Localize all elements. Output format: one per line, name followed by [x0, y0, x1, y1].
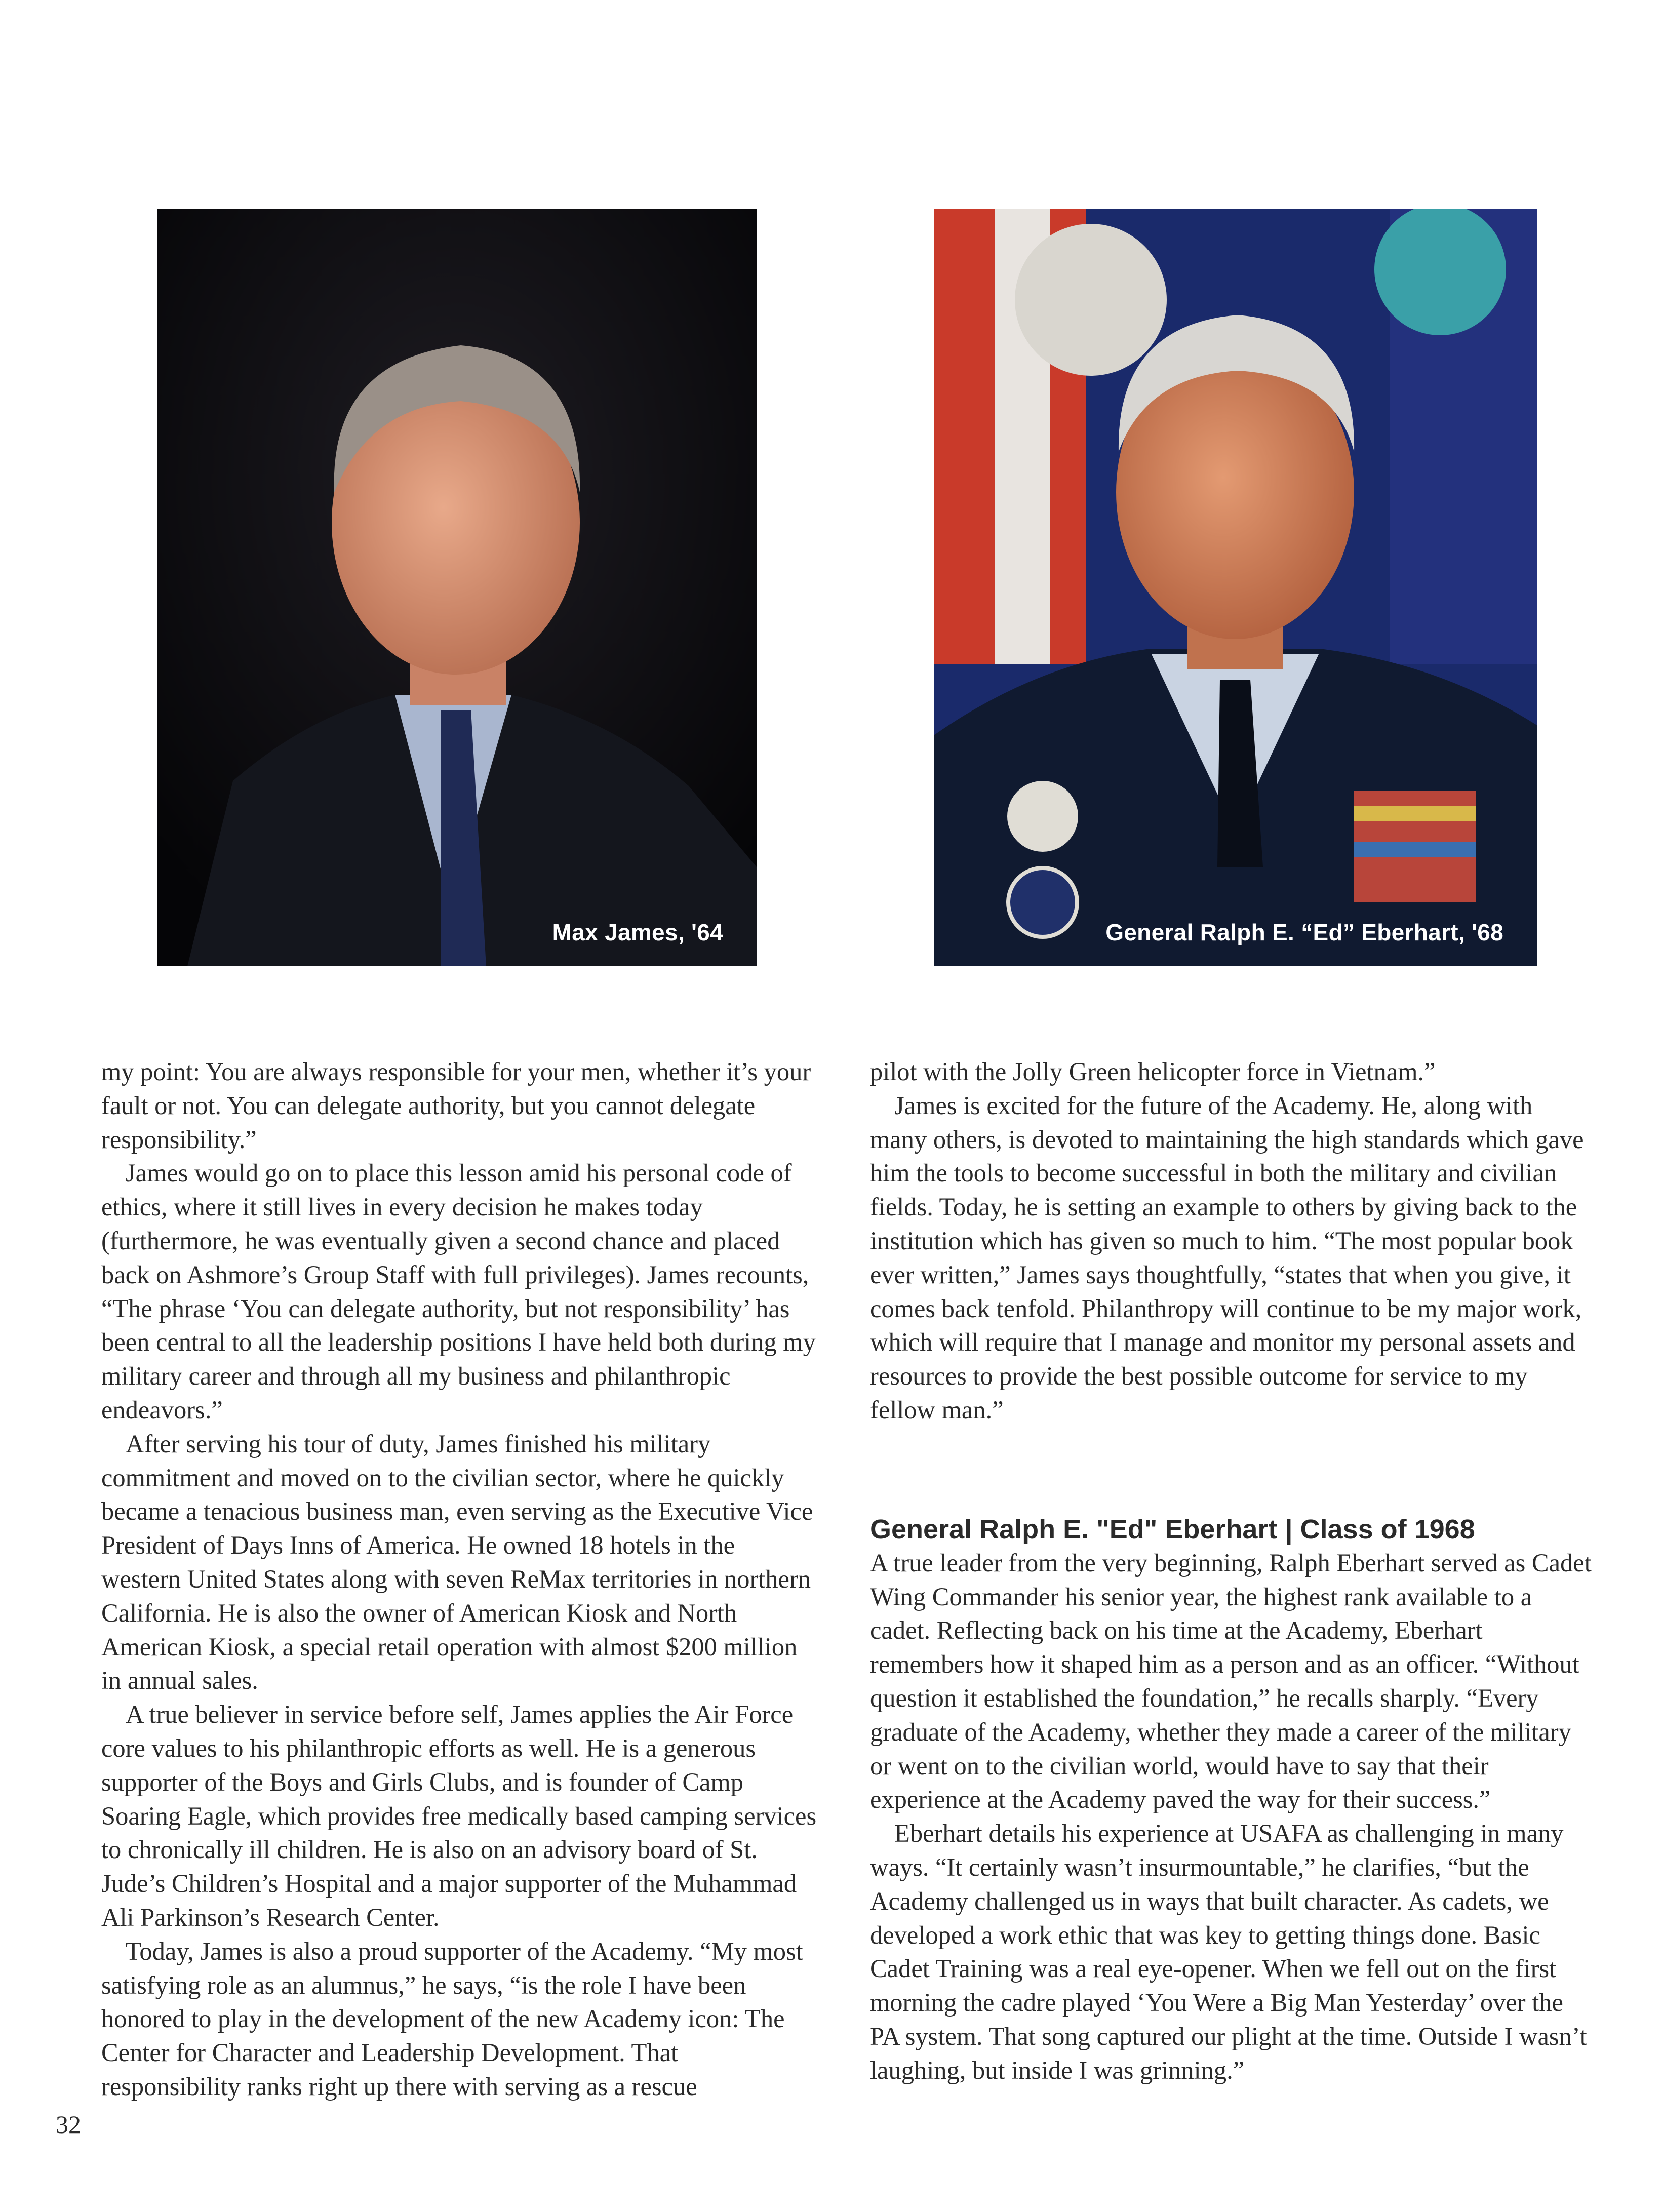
paragraph: my point: You are always responsible for your men, whether it’s your fault or not. You can delegate authority, but you cannot delegate responsibility.”: [101, 1057, 811, 1154]
portrait-photo-ralph-eberhart: [934, 209, 1537, 966]
paragraph: Eberhart details his experience at USAFA as challenging in many ways. “It certainly wasn’t insurmountable,” he clarifies, “but the Academy challenged us in ways that built character. As cadets, we developed a work ethic that was key to getting things done. Basic Cadet Training was a real eye-opener. When we fell out on the first morning the cadre played ‘You Were a Big Man Yesterday’ over the PA system. That song captured our plight at the time. Outside I wasn’t laughing, but inside I was grinning.”: [870, 1819, 1587, 2084]
paragraph: Today, James is also a proud supporter of the Academy. “My most satisfying role as an alumnus,” he says, “is the role I have been honored to play in the development of the new Academy icon: The Center for Character and Leadership Development. That responsibility ranks right up there with serving as a rescue: [101, 1937, 803, 2101]
paragraph: A true leader from the very beginning, Ralph Eberhart served as Cadet Wing Commander his senior year, the highest rank available to a cadet. Reflecting back on his time at the Academy, Eberhart remembers how it shaped him as a person and as an officer. “Without question it established the foundation,” he recalls sharply. “Every graduate of the Academy, whether they made a career of the military or went on to the civilian world, would have to say that their experience at the Academy paved the way for their success.”: [870, 1548, 1592, 1814]
paragraph: pilot with the Jolly Green helicopter force in Vietnam.”: [870, 1057, 1436, 1086]
portrait-illustration-right: [934, 209, 1537, 966]
section-heading: General Ralph E. "Ed" Eberhart | Class of 1968: [870, 1514, 1475, 1545]
paragraph: James is excited for the future of the Academy. He, along with many others, is devoted to maintaining the high standards which gave him the tools to become successful in both the military and civilian fields. Today, he is setting an example to others by giving back to the institution which has given so much to him. “The most popular book ever written,” James says thoughtfully, “states that when you give, it comes back tenfold. Philanthropy will continue to be my major work, which will require that I manage and monitor my personal assets and resources to provide the best possible outcome for service to my fellow man.”: [870, 1091, 1584, 1424]
page-number: 32: [56, 2110, 81, 2139]
photo-caption-left: Max James, '64: [552, 919, 723, 945]
paragraph: A true believer in service before self, James applies the Air Force core values to his philanthropic efforts as well. He is a generous supporter of the Boys and Girls Clubs, and is founder of Camp Soaring Eagle, which provides free medically based camping services to chronically ill children. He is also on an advisory board of St. Jude’s Children’s Hospital and a major supporter of the Muhammad Ali Parkinson’s Research Center.: [101, 1700, 817, 1931]
paragraph: James would go on to place this lesson amid his personal code of ethics, where it still lives in every decision he makes today (furthermore, he was eventually given a second chance and placed back on Ashmore’s Group Staff with full privileges). James recounts, “The phrase ‘You can delegate authority, but not responsibility’ has been central to all the leadership positions I have held both during my military career and through all my business and philanthropic endeavors.”: [101, 1159, 816, 1424]
photo-caption-right: General Ralph E. “Ed” Eberhart, '68: [1105, 919, 1503, 945]
article-right-column: [870, 1055, 1594, 2087]
article-left-column: [101, 1055, 820, 2104]
portrait-illustration-left: [157, 209, 757, 966]
paragraph: After serving his tour of duty, James finished his military commitment and moved on to the civilian sector, where he quickly became a tenacious business man, even serving as the Executive Vice President of Days Inns of America. He owned 18 hotels in the western United States along with seven ReMax territories in northern California. He is also the owner of American Kiosk and North American Kiosk, a special retail operation with almost $200 million in annual sales.: [101, 1429, 813, 1695]
portrait-photo-max-james: [157, 209, 757, 966]
